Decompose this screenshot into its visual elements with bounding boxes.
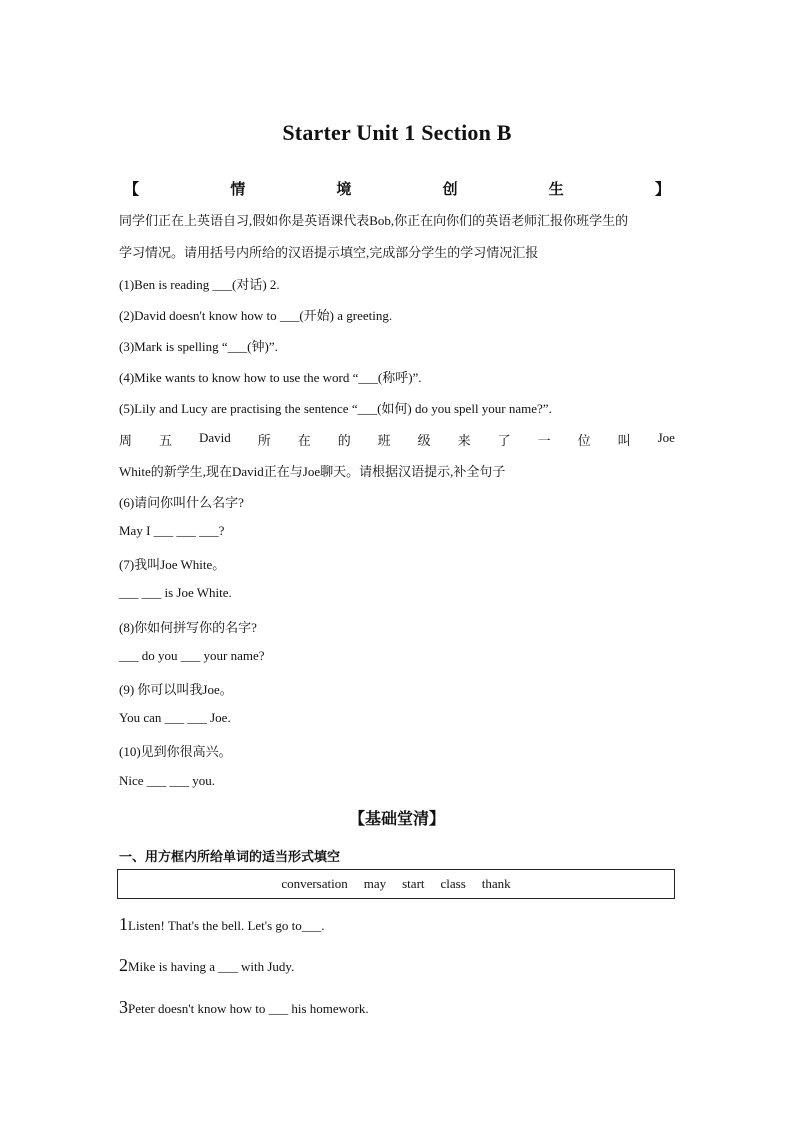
header-close-bracket: 】 xyxy=(654,182,670,198)
word-bank-item: thank xyxy=(481,876,511,891)
exercise-text: Peter doesn't know how to ___ his homework. xyxy=(128,1001,369,1016)
word: 的 xyxy=(337,433,351,448)
word: Joe xyxy=(657,430,675,445)
exercise-text: Mike is having a ___ with Judy. xyxy=(128,959,295,974)
basics-header: 【基础堂清】 xyxy=(348,811,445,828)
intro-line: 同学们正在上英语自习,假如你是英语课代表Bob,你正在向你们的英语老师汇报你班学生的 xyxy=(119,213,629,228)
word: 了 xyxy=(497,433,511,448)
word: 五 xyxy=(158,433,172,448)
question-prompt: (10)见到你很高兴。 xyxy=(119,744,232,759)
header-char: 情 xyxy=(230,182,246,198)
intro-line: 学习情况。请用括号内所给的汉语提示填空,完成部分学生的学习情况汇报 xyxy=(119,245,539,260)
word-bank-item: start xyxy=(402,876,425,891)
question-item: (5)Lily and Lucy are practising the sentence “___(如何) do you spell your name?”. xyxy=(119,401,552,416)
word: 级 xyxy=(417,433,431,448)
answer-line: ___ do you ___ your name? xyxy=(119,648,265,663)
exercise-text: Listen! That's the bell. Let's go to___. xyxy=(128,918,325,933)
word-bank-item: conversation xyxy=(281,876,348,891)
header-open-bracket: 【 xyxy=(124,182,140,198)
word: 来 xyxy=(457,433,471,448)
exercise-number: 2 xyxy=(119,955,128,975)
question-item: (2)David doesn't know how to ___(开始) a greeting. xyxy=(119,308,393,323)
exercise-item xyxy=(119,914,325,935)
header-char: 生 xyxy=(548,182,564,198)
answer-line: Nice ___ ___ you. xyxy=(119,773,216,788)
question-prompt: (8)你如何拼写你的名字? xyxy=(119,620,257,635)
word: 周 xyxy=(119,433,133,448)
intro2-line: White的新学生,现在David正在与Joe聊天。请根据汉语提示,补全句子 xyxy=(119,464,506,479)
header-char: 创 xyxy=(442,182,458,198)
exercise-item xyxy=(119,955,294,976)
answer-line: ___ ___ is Joe White. xyxy=(119,585,232,600)
question-item: (4)Mike wants to know how to use the word “___(称呼)”. xyxy=(119,370,422,385)
part-one-label: 一、用方框内所给单词的适当形式填空 xyxy=(119,849,341,864)
word: 位 xyxy=(577,433,591,448)
word-bank-box xyxy=(117,869,675,899)
word: 班 xyxy=(377,433,391,448)
word: David xyxy=(198,430,231,445)
header-char: 境 xyxy=(336,182,352,198)
answer-line: May I ___ ___ ___? xyxy=(119,523,225,538)
situation-header xyxy=(124,178,670,199)
page-title: Starter Unit 1 Section B xyxy=(282,120,512,145)
word-bank-item: may xyxy=(363,876,387,891)
word: 在 xyxy=(297,433,311,448)
exercise-number: 1 xyxy=(119,914,128,934)
question-prompt: (6)请问你叫什么名字? xyxy=(119,495,244,510)
exercise-item xyxy=(119,997,369,1018)
question-prompt: (9) 你可以叫我Joe。 xyxy=(119,682,233,697)
word: 叫 xyxy=(617,433,631,448)
answer-line: You can ___ ___ Joe. xyxy=(119,710,231,725)
question-item: (1)Ben is reading ___(对话) 2. xyxy=(119,277,280,292)
intro2-line xyxy=(119,430,675,449)
word: 一 xyxy=(537,433,551,448)
word: 所 xyxy=(257,433,271,448)
question-item: (3)Mark is spelling “___(钟)”. xyxy=(119,339,278,354)
exercise-number: 3 xyxy=(119,997,128,1017)
word-bank-item: class xyxy=(440,876,466,891)
question-prompt: (7)我叫Joe White。 xyxy=(119,557,226,572)
